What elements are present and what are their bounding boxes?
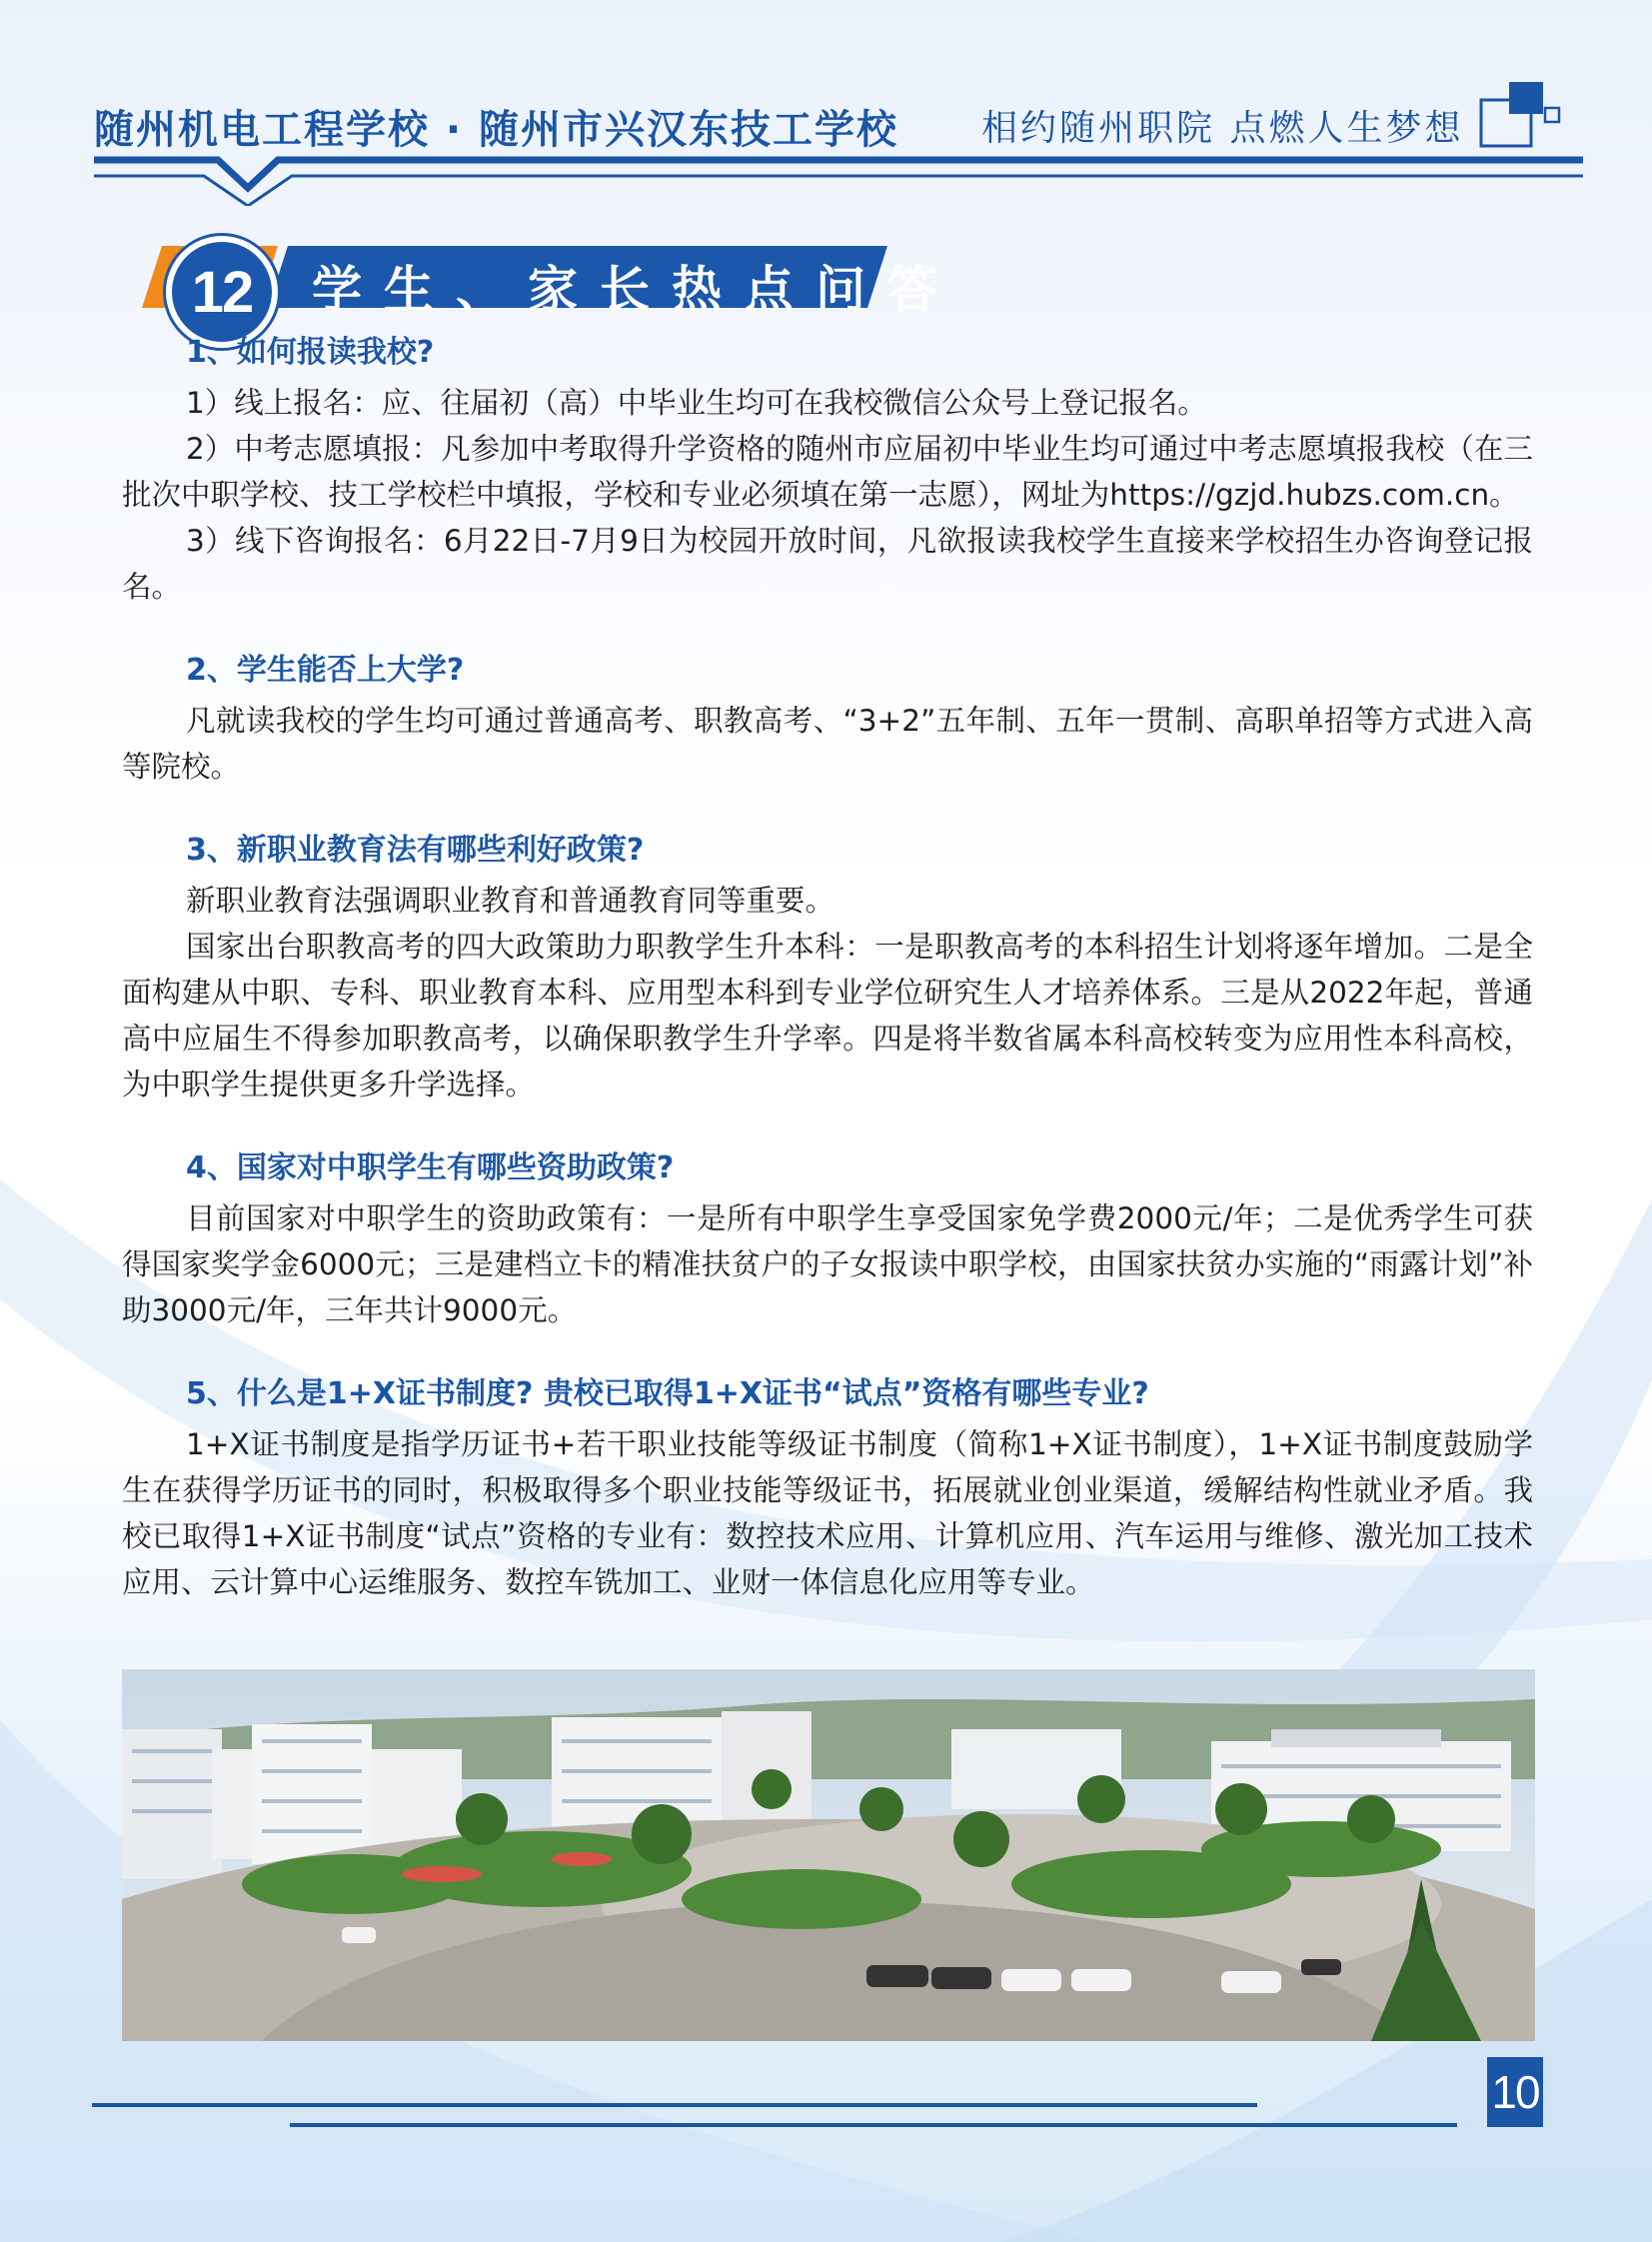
qa-content: [122, 330, 1533, 1643]
question-heading: 5、什么是1+X证书制度? 贵校已取得1+X证书“试点”资格有哪些专业?: [186, 1376, 1149, 1411]
question-heading: 1、如何报读我校?: [186, 335, 435, 370]
question-heading: 3、新职业教育法有哪些利好政策?: [186, 833, 645, 868]
answer-paragraph: 2）中考志愿填报：凡参加中考取得升学资格的随州市应届初中毕业生均可通过中考志愿填报我校（在三批次中职学校、技工学校栏中填报，学校和专业必须填在第一志愿），网址为https://gzjd.hubzs.com.cn。: [122, 432, 1533, 512]
qa-item: [122, 1371, 1533, 1605]
question-heading: 2、学生能否上大学?: [186, 653, 465, 688]
footer-divider-lower: [290, 2123, 1457, 2127]
qa-item: [122, 1145, 1533, 1333]
answer-paragraph: 凡就读我校的学生均可通过普通高考、职教高考、“3+2”五年制、五年一贯制、高职单招等方式进入高等院校。: [122, 704, 1533, 784]
slogan-header: 相约随州职院 点燃人生梦想: [981, 108, 1464, 149]
answer-paragraph: 1+X证书制度是指学历证书+若干职业技能等级证书制度（简称1+X证书制度），1+X证书制度鼓励学生在获得学历证书的同时，积极取得多个职业技能等级证书，拓展就业创业渠道，缓解结构性就业矛盾。我校已取得1+X证书制度“试点”资格的专业有：数控技术应用、计算机应用、汽车运用与维修、激光加工技术应用、云计算中心运维服务、数控车铣加工、业财一体信息化应用等专业。: [122, 1427, 1533, 1599]
campus-photo: [122, 1669, 1535, 2041]
answer-paragraph: 国家出台职教高考的四大政策助力职教学生升本科：一是职教高考的本科招生计划将逐年增加。二是全面构建从中职、专科、职业教育本科、应用型本科到专业学位研究生人才培养体系。三是从2022年起，普通高中应届生不得参加职教高考，以确保职教学生升学率。四是将半数省属本科高校转变为应用性本科高校，为中职学生提供更多升学选择。: [122, 930, 1533, 1102]
qa-item: [122, 828, 1533, 1108]
answer-paragraph: 1）线上报名：应、往届初（高）中毕业生均可在我校微信公众号上登记报名。: [186, 386, 1207, 420]
qa-item: [122, 648, 1533, 790]
answer-paragraph: 新职业教育法强调职业教育和普通教育同等重要。: [186, 884, 835, 918]
header-squares-icon: [1479, 78, 1569, 150]
footer-divider-upper: [92, 2103, 1257, 2107]
answer-paragraph: 3）线下咨询报名：6月22日-7月9日为校园开放时间，凡欲报读我校学生直接来学校招生办咨询登记报名。: [122, 524, 1533, 604]
page-number-badge: [1487, 2057, 1543, 2127]
answer-paragraph: 目前国家对中职学生的资助政策有：一是所有中职学生享受国家免学费2000元/年；二是优秀学生可获得国家奖学金6000元；三是建档立卡的精准扶贫户的子女报读中职学校，由国家扶贫办实施的“雨露计划”补助3000元/年，三年共计9000元。: [122, 1201, 1533, 1327]
section-number: 12: [191, 259, 253, 325]
page-number: 10: [1491, 2066, 1539, 2118]
qa-item: [122, 330, 1533, 610]
section-title: 学生、家长热点问答: [312, 261, 959, 319]
school-name-header: 随州机电工程学校 · 随州市兴汉东技工学校: [94, 107, 899, 153]
header-divider-lines: [0, 150, 1652, 206]
question-heading: 4、国家对中职学生有哪些资助政策?: [186, 1150, 675, 1185]
